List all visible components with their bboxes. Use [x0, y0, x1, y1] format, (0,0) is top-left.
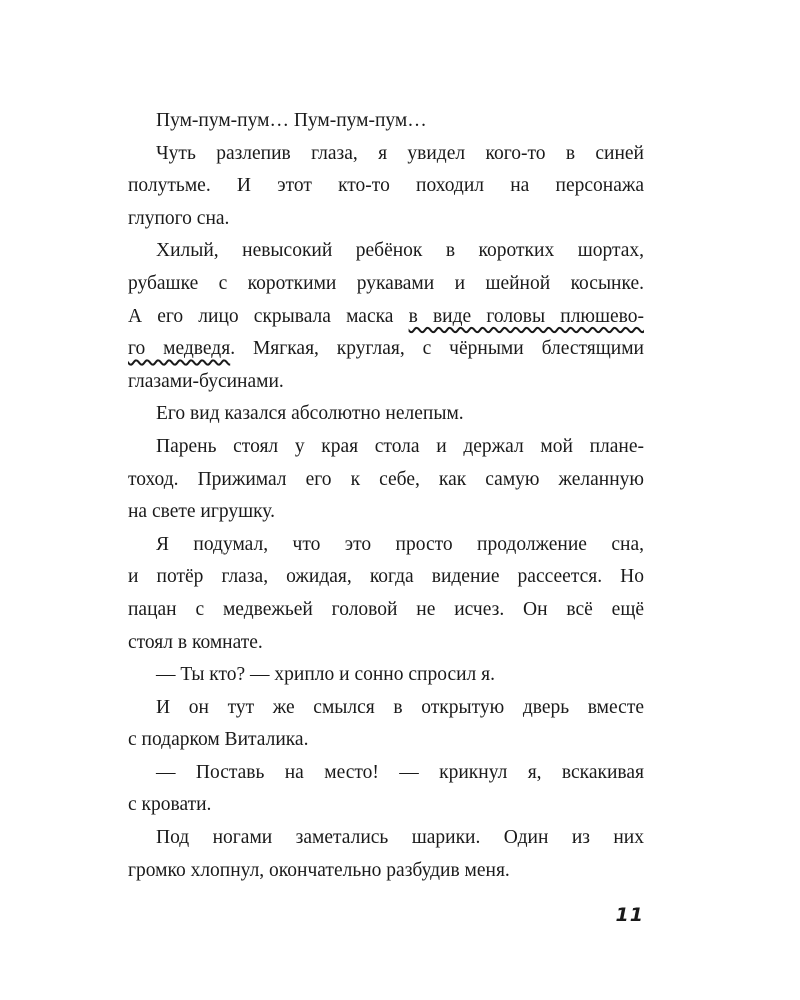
paragraph-3 [128, 235, 644, 398]
text-line: Пум-пум-пум… Пум-пум-пум… [156, 110, 427, 131]
text-line: тоход. Прижимал его к себе, как самую желанную [128, 468, 644, 490]
paragraph-6 [128, 529, 644, 659]
text-line: и потёр глаза, ожидая, когда видение рассеется. Но [128, 566, 644, 588]
text-line: стоял в комнате. [128, 631, 263, 653]
text-line: громко хлопнул, окончательно разбудив меня. [128, 859, 510, 881]
text-line: Парень стоял у края стола и держал мой плане- [156, 435, 644, 457]
text-line: на свете игрушку. [128, 501, 275, 523]
paragraph-1 [128, 105, 644, 138]
text-fragment: . Мягкая, круглая, с чёрными блестящими [230, 338, 644, 360]
text-line-with-underline [128, 333, 644, 366]
paragraph-9 [128, 757, 644, 822]
underlined-fragment: в виде головы плюшево- [408, 305, 644, 327]
text-line-with-underline [128, 301, 644, 334]
paragraph-5 [128, 431, 644, 529]
text-line: Его вид казался абсолютно нелепым. [156, 403, 464, 425]
paragraph-10 [128, 822, 644, 887]
text-line: Чуть разлепив глаза, я увидел кого-то в синей [156, 142, 644, 164]
page-number: 11 [615, 904, 644, 926]
text-line: Под ногами заметались шарики. Один из них [156, 827, 644, 849]
paragraph-8 [128, 692, 644, 757]
text-fragment: А его лицо скрывала маска [128, 305, 409, 327]
text-line: Я подумал, что это просто продолжение сна, [156, 533, 644, 555]
text-line: рубашке с короткими рукавами и шейной косынке. [128, 272, 644, 294]
text-line: — Поставь на место! — крикнул я, вскакивая [156, 761, 644, 783]
text-line: глупого сна. [128, 207, 230, 229]
text-line: с подарком Виталика. [128, 729, 309, 751]
paragraph-2 [128, 138, 644, 236]
text-line: Хилый, невысокий ребёнок в коротких шортах, [156, 240, 644, 262]
text-line: глазами-бусинами. [128, 370, 284, 392]
book-page-text [128, 105, 644, 887]
text-line: пацан с медвежьей головой не исчез. Он всё ещё [128, 598, 644, 620]
underlined-fragment: го медведя [128, 338, 231, 360]
text-line: с кровати. [128, 794, 212, 816]
text-line: полутьме. И этот кто-то походил на персонажа [128, 175, 644, 197]
text-line: — Ты кто? — хрипло и сонно спросил я. [156, 664, 495, 686]
text-line: И он тут же смылся в открытую дверь вместе [156, 696, 644, 718]
paragraph-4 [128, 398, 644, 431]
paragraph-7 [128, 659, 644, 692]
